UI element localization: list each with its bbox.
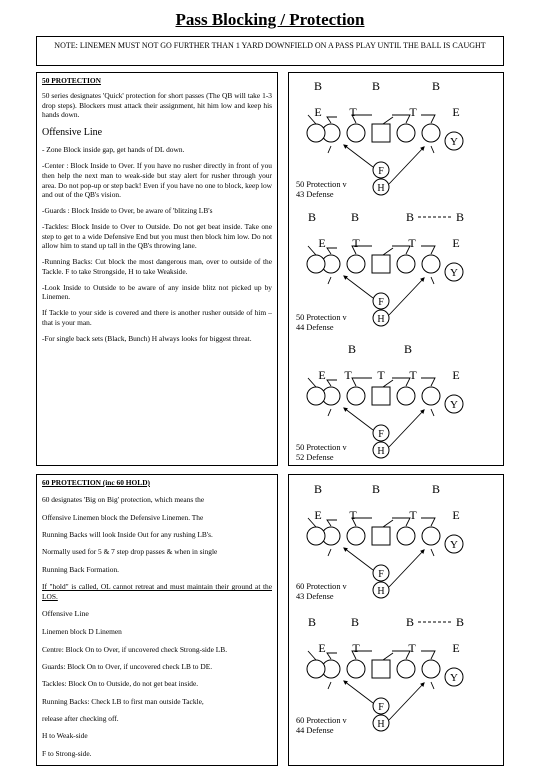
item-60: Tackles: Block On to Outside, do not get beat inside. <box>42 679 199 689</box>
receiver-y: Y <box>450 267 458 279</box>
linebacker: B <box>431 482 441 496</box>
lineman-circle <box>307 255 325 273</box>
rule-note: NOTE: LINEMEN MUST NOT GO FURTHER THAN 1 YARD DOWNFIELD ON A PASS PLAY UNTIL THE BALL IS CAUGHT <box>36 36 504 66</box>
lineman-circle <box>347 527 365 545</box>
lineman-circle <box>307 124 325 142</box>
linebacker: B <box>405 615 415 629</box>
lineman-circle <box>422 124 440 142</box>
defensive-tackle: T <box>408 236 416 250</box>
read-mark <box>328 409 331 416</box>
play-diagram-4 <box>307 482 463 598</box>
defensive-end: E <box>452 368 460 382</box>
halfback-h: H <box>377 719 385 730</box>
item-60: Guards: Block On to Over, if uncovered check LB to DE. <box>42 661 213 671</box>
rb-route <box>389 683 424 720</box>
lineman-circle <box>347 387 365 405</box>
block-line <box>421 246 435 254</box>
block-line <box>327 653 337 659</box>
linebacker: B <box>350 615 360 629</box>
lineman-circle <box>422 527 440 545</box>
read-mark <box>328 277 331 284</box>
line-60: Normally used for 5 & 7 step drop passes & when in single <box>42 547 218 557</box>
play-diagram-5 <box>307 615 464 731</box>
block-line <box>352 378 372 386</box>
halfback-h: H <box>377 586 385 597</box>
linebacker: B <box>431 79 441 93</box>
block-line <box>327 520 337 526</box>
block-line <box>392 115 410 123</box>
linebacker: B <box>313 79 323 93</box>
diagram-label: 60 Protection v 44 Defense <box>296 716 347 735</box>
heading-50-protection: 50 PROTECTION <box>42 76 101 85</box>
lineman-circle <box>422 387 440 405</box>
defensive-tackle: T <box>409 508 417 522</box>
item-60: H to Weak-side <box>42 731 88 741</box>
diagram-label: 50 Protection v 52 Defense <box>296 443 347 462</box>
block-line <box>392 378 410 386</box>
center-square <box>372 527 390 545</box>
item-50: -Center : Block Inside to Over. If you have no rusher directly in front of you then help the next man to weak-side but stay alert for rusher through your area. Do not pop-up or step back! Even if you have no one to block, keep low and out of the QB's vision. <box>42 161 272 200</box>
defensive-end: E <box>314 105 322 119</box>
block-line <box>327 117 337 123</box>
defensive-end: E <box>318 236 326 250</box>
fullback-f: F <box>378 569 384 580</box>
item-50: - Zone Block inside gap, get hands of DL down. <box>42 145 185 155</box>
lineman-circle <box>347 660 365 678</box>
halfback-h: H <box>377 183 385 194</box>
page-title: Pass Blocking / Protection <box>175 10 365 29</box>
defensive-tackle: T <box>352 236 360 250</box>
lineman-circle <box>347 255 365 273</box>
read-mark <box>328 549 331 556</box>
block-line <box>308 246 316 255</box>
defensive-tackle: T <box>408 641 416 655</box>
linebacker: B <box>403 342 413 356</box>
item-50: -Running Backs: Cut block the most dangerous man, over to outside of the Tackle. F to take Strongside, H to take Weakside. <box>42 257 272 276</box>
rb-route <box>344 276 373 298</box>
subheading-offensive-line-60: Offensive Line <box>42 609 89 619</box>
center-square <box>372 387 390 405</box>
block-line <box>308 651 316 660</box>
center-square <box>372 660 390 678</box>
defensive-tackle: T <box>352 641 360 655</box>
play-diagram-1 <box>307 79 463 195</box>
item-50: -Tackles: Block Inside to Over to Outside. Do not get beat inside. Take one step to get to a wide Defensive End but you must then block him low. Do not allow him to stand up tall in the QB's throwing lane. <box>42 221 272 251</box>
item-60: Centre: Block On to Over, if uncovered check Strong-side LB. <box>42 644 228 654</box>
defensive-end: E <box>318 641 326 655</box>
item-50: -Look Inside to Outside to be aware of any inside blitz not picked up by Linemen. <box>42 282 272 302</box>
lineman-circle <box>422 255 440 273</box>
item-50: If Tackle to your side is covered and there is another rusher outside of him – that is your man. <box>42 308 272 327</box>
linebacker: B <box>347 342 357 356</box>
fullback-f: F <box>378 429 384 440</box>
read-mark <box>431 146 434 153</box>
item-50: -For single back sets (Black, Bunch) H always looks for biggest threat. <box>42 333 252 343</box>
lineman-circle <box>397 124 415 142</box>
diagram-label: 60 Protection v 43 Defense <box>296 582 347 601</box>
receiver-y: Y <box>450 136 458 148</box>
block-line <box>421 378 435 386</box>
item-60: F to Strong-side. <box>42 748 92 758</box>
line-60: 60 designates 'Big on Big' protection, which means the <box>42 495 205 505</box>
defensive-end: E <box>452 236 460 250</box>
rb-route <box>344 408 373 430</box>
lineman-circle <box>397 255 415 273</box>
linebacker: B <box>371 79 381 93</box>
block-line <box>327 248 337 254</box>
subheading-offensive-line: Offensive Line <box>42 127 103 139</box>
read-mark <box>431 549 434 556</box>
fullback-f: F <box>378 166 384 177</box>
diagram-label: 50 Protection v 44 Defense <box>296 313 347 332</box>
linebacker: B <box>350 210 360 224</box>
block-line <box>383 117 393 124</box>
block-line <box>383 520 393 527</box>
defensive-tackle: T <box>409 368 417 382</box>
linebacker: B <box>455 210 465 224</box>
linebacker: B <box>307 615 317 629</box>
block-line <box>392 518 410 526</box>
halfback-h: H <box>377 446 385 457</box>
block-line <box>383 248 393 255</box>
defensive-tackle: T <box>377 368 385 382</box>
lineman-circle <box>397 660 415 678</box>
lineman-circle <box>397 527 415 545</box>
linebacker: B <box>371 482 381 496</box>
block-line <box>392 246 410 254</box>
heading-60-protection: 60 PROTECTION (inc 60 HOLD) <box>42 478 150 487</box>
item-50: -Guards : Block Inside to Over, be aware of 'blitzing LB's <box>42 206 213 216</box>
block-line <box>421 651 435 659</box>
line-60: Running Backs will look Inside Out for any rushing LB's. <box>42 530 213 540</box>
lineman-circle <box>307 660 325 678</box>
line-60: Running Back Formation. <box>42 564 119 574</box>
rb-route <box>389 410 424 447</box>
defensive-end: E <box>452 508 460 522</box>
block-line <box>421 115 435 123</box>
linebacker: B <box>313 482 323 496</box>
rb-route <box>344 548 373 570</box>
defensive-tackle: T <box>349 105 357 119</box>
read-mark <box>328 682 331 689</box>
block-line <box>421 518 435 526</box>
read-mark <box>431 277 434 284</box>
lineman-circle <box>422 660 440 678</box>
linebacker: B <box>307 210 317 224</box>
item-60: release after checking off. <box>42 713 119 723</box>
read-mark <box>431 682 434 689</box>
defensive-tackle: T <box>344 368 352 382</box>
block-line <box>327 380 337 386</box>
defensive-tackle: T <box>349 508 357 522</box>
lineman-circle <box>307 527 325 545</box>
line-60: Offensive Linemen block the Defensive Linemen. The <box>42 512 204 522</box>
lineman-circle <box>307 387 325 405</box>
item-60: Linemen block D Linemen <box>42 627 122 637</box>
hold-note: If "hold" is called, OL cannot retreat and must maintain their ground at the LOS. <box>42 582 272 601</box>
block-line <box>383 653 393 660</box>
linebacker: B <box>405 210 415 224</box>
halfback-h: H <box>377 314 385 325</box>
receiver-y: Y <box>450 539 458 551</box>
receiver-y: Y <box>450 399 458 411</box>
read-mark <box>431 409 434 416</box>
receiver-y: Y <box>450 672 458 684</box>
linebacker: B <box>455 615 465 629</box>
read-mark <box>328 146 331 153</box>
rb-route <box>389 278 424 315</box>
lineman-circle <box>397 387 415 405</box>
item-60: Running Backs: Check LB to first man outside Tackle, <box>42 696 204 706</box>
defensive-end: E <box>314 508 322 522</box>
rb-route <box>344 681 373 703</box>
block-line <box>308 378 316 387</box>
defensive-end: E <box>318 368 326 382</box>
block-line <box>392 651 410 659</box>
diagram-label: 50 Protection v 43 Defense <box>296 180 347 199</box>
fullback-f: F <box>378 702 384 713</box>
lineman-circle <box>347 124 365 142</box>
rb-route <box>344 145 373 167</box>
center-square <box>372 255 390 273</box>
rb-route <box>389 147 424 184</box>
defensive-end: E <box>452 641 460 655</box>
fullback-f: F <box>378 297 384 308</box>
play-diagram-2 <box>307 210 464 326</box>
center-square <box>372 124 390 142</box>
defensive-tackle: T <box>409 105 417 119</box>
defensive-end: E <box>452 105 460 119</box>
play-diagram-3 <box>307 342 463 458</box>
rb-route <box>389 550 424 587</box>
intro-50: 50 series designates 'Quick' protection for short passes (The QB will take 1-3 drop steps). Blockers must attack their assignment, hit him low and keep his hands down. <box>42 90 272 120</box>
